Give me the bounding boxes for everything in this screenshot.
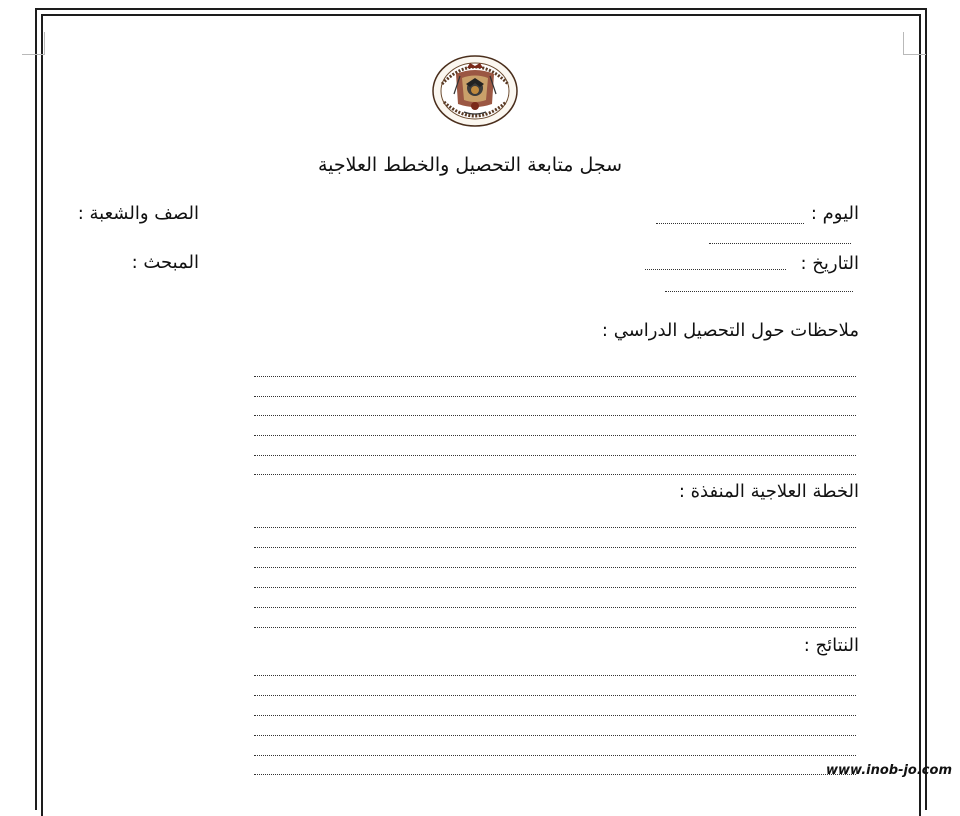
day-extra-dotted-line [709, 243, 851, 244]
notes-line [254, 376, 856, 377]
plan-line [254, 527, 856, 528]
results-line [254, 675, 856, 676]
document-title: سجل متابعة التحصيل والخطط العلاجية [317, 154, 623, 176]
remedial-plan-heading: الخطة العلاجية المنفذة : [678, 481, 859, 502]
results-heading: النتائج : [803, 635, 859, 656]
notes-heading: ملاحظات حول التحصيل الدراسي : [601, 320, 859, 341]
notes-line [254, 435, 856, 436]
day-dotted-line [656, 223, 804, 224]
plan-line [254, 567, 856, 568]
results-line [254, 774, 856, 775]
notes-line [254, 455, 856, 456]
date-extra-dotted-line [665, 291, 853, 292]
results-line [254, 755, 856, 756]
crop-mark-left [22, 32, 45, 55]
date-dotted-line [645, 269, 786, 270]
crop-mark-right [903, 32, 926, 55]
ministry-emblem-logo [430, 54, 520, 128]
plan-line [254, 547, 856, 548]
subject-label: المبحث : [131, 252, 199, 273]
plan-line [254, 607, 856, 608]
notes-line [254, 474, 856, 475]
date-label: التاريخ : [800, 253, 859, 274]
notes-line [254, 396, 856, 397]
site-watermark: www.inob-jo.com [826, 763, 952, 778]
plan-line [254, 627, 856, 628]
class-section-label: الصف والشعبة : [77, 203, 199, 224]
results-line [254, 715, 856, 716]
plan-line [254, 587, 856, 588]
results-line [254, 735, 856, 736]
notes-line [254, 415, 856, 416]
day-label: اليوم : [810, 203, 859, 224]
results-line [254, 695, 856, 696]
